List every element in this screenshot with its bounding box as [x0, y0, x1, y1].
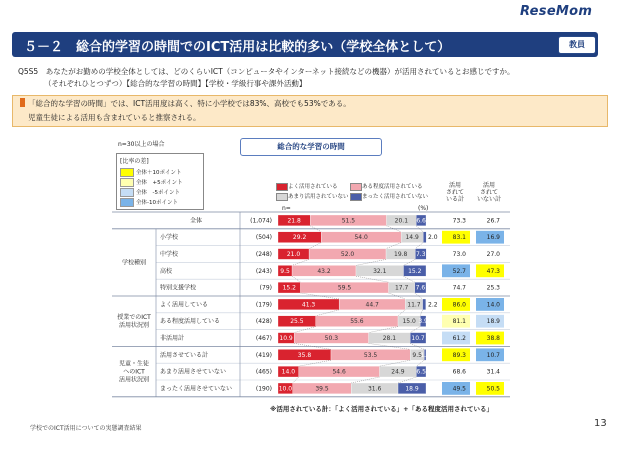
used-total: 49.5	[452, 385, 466, 393]
series-legend-label: あまり活用されていない	[288, 194, 349, 200]
row-label: 高校	[160, 267, 173, 275]
bar-value-label: 55.6	[350, 318, 364, 326]
row-label: あまり活用させていない	[160, 368, 227, 376]
bar-value-label: 9.5	[412, 351, 422, 359]
bar-outside-label: 2.0	[428, 234, 438, 242]
row-n: (419)	[255, 351, 272, 359]
bar-segment	[423, 232, 426, 243]
bar-value-label: 10.7	[411, 335, 425, 342]
used-total: 61.2	[452, 335, 466, 342]
bar-value-label: 7.3	[415, 251, 426, 258]
bar-outside-label: 2.2	[428, 301, 438, 309]
bar-value-label: 17.7	[394, 284, 409, 292]
group-label: 学校種別	[121, 259, 147, 267]
row-label: まったく活用させていない	[160, 385, 233, 393]
bar-value-label: 32.1	[373, 267, 387, 275]
row-n: (79)	[259, 284, 272, 292]
bar-value-label: 41.3	[301, 301, 316, 309]
bar-value-label: 7.6	[415, 284, 426, 292]
bar-value-label: 29.2	[292, 234, 307, 242]
bar-value-label: 18.9	[405, 385, 419, 393]
series-legend-label: まったく活用されていない	[362, 194, 429, 200]
question-line-1: Q5S5 あなたがお勤めの学校全体としては、どのくらいICT（コンピュータやインターネット接続などの機器）が活用されているとお感じですか。	[18, 67, 515, 76]
diff-legend-title: [比率の差]	[120, 158, 149, 165]
row-n: (179)	[255, 301, 272, 309]
bar-value-label: 44.7	[365, 301, 379, 309]
diff-legend-label: 全体＋10ポイント	[136, 170, 182, 176]
summary-note-line-2: 児童生徒による活用も含まれていると推察される。	[28, 113, 201, 122]
bar-value-label: 15.0	[402, 318, 416, 326]
bar-value-label: 15.2	[282, 284, 296, 292]
group-label: 児童・生徒	[118, 360, 150, 368]
bar-value-label: 52.0	[340, 251, 355, 258]
used-total: 81.1	[452, 318, 466, 326]
bar-value-label: 43.2	[317, 267, 331, 275]
group-label: 活用状況別	[118, 322, 150, 330]
row-label: 活用させている計	[160, 351, 209, 359]
bar-value-label: 28.1	[382, 335, 397, 342]
bar-value-label: 20.1	[394, 217, 409, 225]
row-label: 中学校	[160, 251, 179, 258]
notused-total: 18.9	[486, 318, 500, 326]
notused-total: 16.9	[486, 234, 500, 242]
sample-size-note: n=30以上の場合	[118, 141, 165, 148]
used-total: 73.3	[452, 217, 466, 225]
n-label: n=	[282, 205, 291, 212]
diff-legend-label: 全体 -5ポイント	[136, 190, 180, 196]
bar-value-label: 35.8	[297, 351, 312, 359]
bar-value-label: 3.9	[418, 318, 428, 326]
bar-value-label: 1.2	[420, 351, 430, 359]
bar-value-label: 14.0	[281, 368, 296, 376]
notused-total: 38.8	[486, 335, 500, 342]
series-legend-label: ある程度活用されている	[362, 184, 423, 190]
bar-value-label: 51.5	[341, 217, 356, 225]
row-n: (190)	[255, 385, 272, 393]
series-legend-label: よく活用されている	[288, 184, 338, 190]
col-header-notused: 活用 されて いない計	[476, 182, 501, 203]
bar-value-label: 21.0	[286, 251, 301, 258]
row-label: 非活用計	[160, 335, 185, 342]
row-n: (465)	[255, 368, 272, 376]
col-header-used: 活用 されて いる計	[445, 182, 464, 203]
diff-legend-label: 全体 +5ポイント	[136, 180, 183, 186]
footnote: ※活用されている計：「よく活用されている」+「ある程度活用されている」	[270, 405, 494, 413]
used-total: 89.3	[452, 351, 466, 359]
bar-value-label: 9.5	[280, 267, 290, 275]
row-label: 全体	[189, 217, 203, 225]
bar-value-label: 25.5	[290, 318, 304, 326]
row-n: (1,074)	[250, 217, 272, 225]
bar-value-label: 10.0	[278, 385, 293, 393]
question-line-2: （それぞれひとつずつ）【総合的な学習の時間】【学校・学級行事や課外活動】	[44, 79, 307, 88]
slide-title: ５－２ 総合的学習の時間でのICT活用は比較的多い（学校全体として）	[24, 40, 451, 55]
resemom-logo: ReseMom	[520, 4, 593, 19]
row-label: 特別支援学校	[160, 284, 197, 292]
bar-value-label: 11.7	[407, 301, 421, 309]
notused-total: 10.7	[486, 351, 500, 359]
notused-total: 27.0	[486, 251, 500, 258]
used-total: 83.1	[452, 234, 466, 242]
notused-total: 14.0	[486, 301, 500, 309]
bar-value-label: 10.9	[279, 335, 293, 342]
teacher-badge: 教員	[558, 36, 596, 54]
row-n: (467)	[255, 335, 272, 342]
bar-value-label: 39.5	[315, 385, 329, 393]
bar-segment	[423, 299, 426, 310]
bar-value-label: 15.2	[408, 267, 422, 275]
notused-total: 47.3	[486, 267, 500, 275]
percent-label: (%)	[418, 205, 429, 212]
row-n: (428)	[255, 318, 272, 326]
row-n: (248)	[255, 251, 272, 258]
row-n: (243)	[255, 267, 272, 275]
bar-value-label: 54.6	[332, 368, 346, 376]
bar-value-label: 6.6	[416, 217, 426, 225]
bar-value-label: 6.5	[416, 368, 426, 376]
notused-total: 26.7	[486, 217, 500, 225]
bar-value-label: 24.9	[391, 368, 405, 376]
row-n: (504)	[255, 234, 272, 242]
row-label: 小学校	[160, 234, 179, 242]
footer-source: 学校でのICT活用についての実態調査結果	[30, 425, 142, 432]
group-label: 活用状況別	[118, 376, 150, 384]
used-total: 74.7	[452, 284, 466, 292]
bar-value-label: 53.5	[363, 351, 378, 359]
chart-title: 総合的な学習の時間	[240, 138, 382, 156]
page-number: 13	[594, 418, 607, 429]
summary-note-line-1: 「総合的な学習の時間」では、ICT活用度は高く、特に小学校では83%、高校でも53%である。	[28, 99, 351, 108]
bar-value-label: 31.6	[367, 385, 382, 393]
bar-value-label: 50.3	[324, 335, 339, 342]
used-total: 73.0	[452, 251, 466, 258]
notused-total: 25.3	[486, 284, 500, 292]
bar-value-label: 19.8	[394, 251, 408, 258]
bar-value-label: 14.9	[405, 234, 419, 242]
group-label: へのICT	[123, 368, 145, 376]
bar-value-label: 54.0	[354, 234, 368, 242]
notused-total: 50.5	[486, 385, 500, 393]
used-total: 86.0	[452, 301, 466, 309]
used-total: 68.6	[452, 368, 466, 376]
diff-legend-label: 全体-10ポイント	[136, 200, 178, 206]
row-label: ある程度活用している	[160, 318, 221, 326]
group-label: 授業でのICT	[117, 314, 151, 322]
notused-total: 31.4	[486, 368, 500, 376]
used-total: 52.7	[452, 267, 466, 275]
bar-value-label: 59.5	[337, 284, 352, 292]
row-label: よく活用している	[160, 301, 209, 309]
bar-value-label: 21.8	[287, 217, 301, 225]
